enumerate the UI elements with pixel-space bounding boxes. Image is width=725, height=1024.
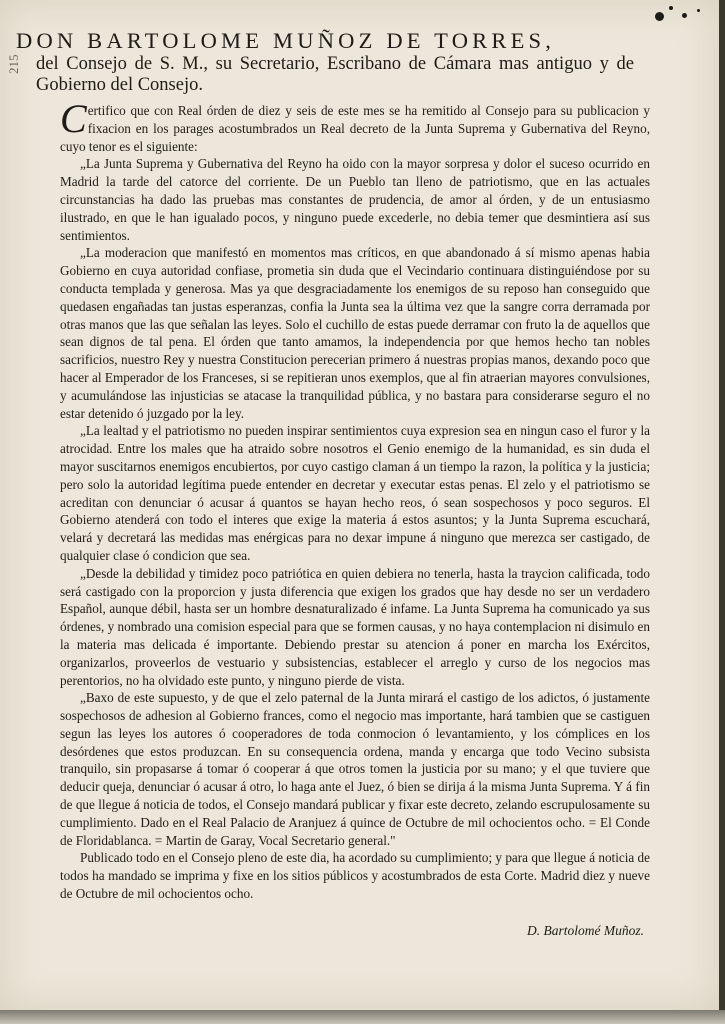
document-title: DON BARTOLOME MUÑOZ DE TORRES, (16, 28, 556, 53)
page-edge-shadow (719, 0, 725, 1010)
drop-cap: C (60, 96, 87, 141)
signature: D. Bartolomé Muñoz. (527, 922, 644, 938)
document-content (16, 28, 650, 939)
document-subtitle: del Consejo de S. M., su Secretario, Escribano de Cámara mas antiguo y de Gobierno del Consejo. (36, 54, 634, 95)
intro-paragraph (60, 96, 650, 155)
paragraph: „Baxo de este supuesto, y de que el zelo paternal de la Junta mirará el castigo de los adictos, ó justamente sospechosos de adhesion al Gobierno frances, como el negocio mas importante, hará tambien que se castiguen segun las leyes los autores ó cooperadores de toda conmocion ó levantamiento, y los cómplices en los desórdenes que estos produzcan. En su consequencia ordena, manda y encarga que todo Vecino subsista tranquilo, sin propasarse á tomar ó cooperar á que otros tomen la justicia por su mano; y el que tuviere que deducir queja, denunciar ó acusar á otro, lo haga ante el Juez, ó bien se dirija á la misma Junta Suprema. Y á fin de que llegue á noticia de todos, el Consejo mandará publicar y fixar este decreto, zelando escrupulosamente su cumplimiento. Dado en el Real Palacio de Aranjuez á quince de Octubre de mil ochocientos ocho. = El Conde de Floridablanca. = Martin de Garay, Vocal Secretario general." (60, 690, 650, 848)
document-body (60, 96, 650, 939)
paragraph: „La moderacion que manifestó en momentos mas críticos, en que abandonado á sí mismo apenas habia Gobierno en cuya autoridad confiase, prometia sin duda que el Vecindario continuara distinguiéndose por su conducta templada y generosa. Mas ya que desgraciadamente los enemigos de su reposo han conseguido que quedasen engañadas tan justas esperanzas, confia la Junta sea la última vez que la sangre corra derramada por otras manos que las que señalan las leyes. Solo el cuchillo de estas puede derramar con fruto la de aquellos que sean dignos de tal pena. El órden que tanto amamos, la independencia por que hemos hecho tan nobles sacrificios, nuestro Rey y nuestra Constitucion perecerian primero á nuestras propias manos, dexando poco que hacer al Emperador de los Franceses, si se repitieran unos exemplos, que al fin atraerian mayores convulsiones, y acumulándose las injusticias se atacase la tranquilidad pública, y no bastara para considerarse seguro el no estar detenido ó juzgado por la ley. (60, 245, 650, 421)
paragraph: „Desde la debilidad y timidez poco patriótica en quien debiera no tenerla, hasta la traycion calificada, todo será castigado con la proporcion y justa diferencia que exigen los grados que hay desde no ser un verdadero Español, aunque débil, hasta ser un hombre desnaturalizado é infame. La Junta Suprema ha comunicado ya sus órdenes, y nombrado una comision especial para que se formen causas, y no haya contemplacion ni disimulo en la materia mas delicada é importante. Debiendo prestar su atencion á poner en marcha los Exércitos, organizarlos, proveerlos de vestuario y subsistencias, establecer el arreglo y curso de los negocios mas perentorios, no ha olvidado este punto, y ninguno pierde de vista. (60, 565, 650, 688)
margin-note: 215 (6, 54, 21, 74)
closing-paragraph: Publicado todo en el Consejo pleno de este dia, ha acordado su cumplimiento; y para que llegue á noticia de todos ha mandado se imprima y fixe en los sitios públicos y acostumbrados de esta Corte. Madrid diez y nueve de Octubre de mil ochocientos ocho. (60, 850, 650, 902)
intro-text: ertifico que con Real órden de diez y seis de este mes se ha remitido al Consejo para su publicacion y fixacion en los parages acostumbrados un Real decreto de la Junta Suprema y Gubernativa del Reyno, cuyo tenor es el siguiente: (60, 103, 650, 154)
paragraph: „La lealtad y el patriotismo no pueden inspirar sentimientos cuya expresion sea en ningun caso el furor y la atrocidad. Entre los males que ha atraido sobre nosotros el Genio enemigo de la humanidad, es sin duda el mayor suscitarnos enemigos encubiertos, por cuyo castigo claman á un tiempo la razon, la política y la justicia; pero solo la autoridad legítima puede entender en decretar y executar estas penas. El zelo y el patriotismo se acreditan con denunciar ó acusar á quantos se hayan hecho reos, ó sean sospechosos y poco seguros. El Gobierno atenderá con todo el interes que exige la materia á estos asuntos; y la Junta Suprema escuchará, velará y decretará las medidas mas enérgicas para no dexar impune á ninguno que merezca ser castigado, de qualquier clase ó condicion que sea. (60, 423, 650, 563)
page-bottom-edge (0, 1010, 725, 1024)
paragraph: „La Junta Suprema y Gubernativa del Reyno ha oido con la mayor sorpresa y dolor el suceso ocurrido en Madrid la tarde del catorce del corriente. De un Pueblo tan lleno de patriotismo, que en las actuales circunstancias ha dado las pruebas mas constantes de prudencia, de amor al órden, y de un entusiasmo ilustrado, en que le han igualado pocos, y ninguno puede excederle, no debia temer que desmintiera así sus sentimientos. (60, 156, 650, 243)
